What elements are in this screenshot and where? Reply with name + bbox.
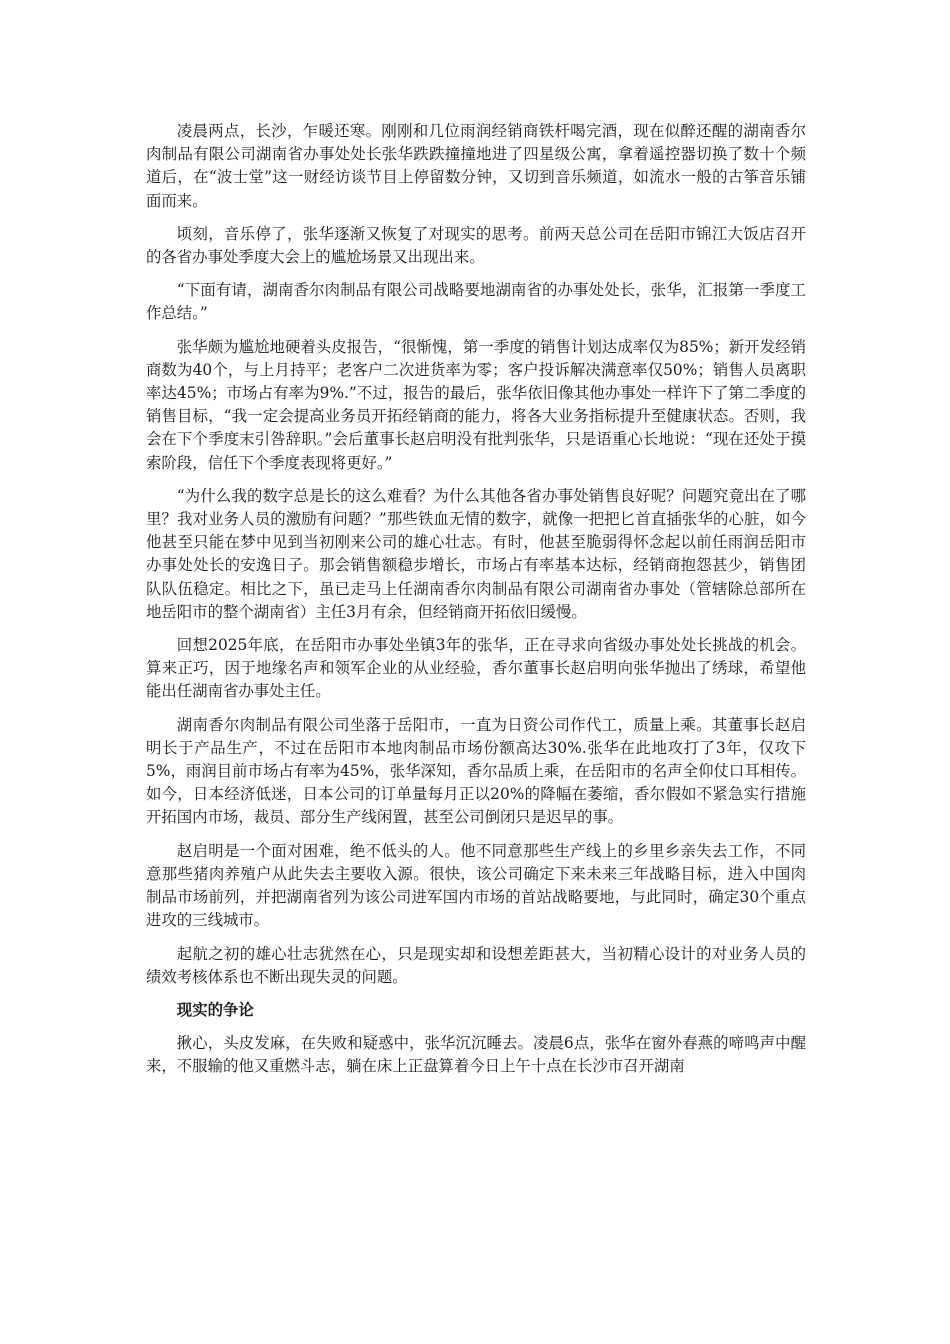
paragraph-6: 回想2025年底，在岳阳市办事处坐镇3年的张华，正在寻求向省级办事处处长挑战的机会。算来正巧，因于地缘名声和领军企业的从业经验，香尔董事长赵启明向张华抛出了绣球，希望他能出任湖南省办事处主任。 [146,636,806,701]
paragraph-5: “为什么我的数字总是长的这么难看？为什么其他各省办事处销售良好呢？问题究竟出在了哪里？我对业务人员的激励有问题？”那些铁血无情的数字，就像一把把匕首直插张华的心脏，如今他甚至只能在梦中见到当初刚来公司的雄心壮志。有时，他甚至脆弱得怀念起以前任雨润岳阳市办事处处长的安逸日子。那会销售额稳步增长，市场占有率基本达标，经销商抱怨甚少，销售团队队伍稳定。相比之下，虽已走马上任湖南香尔肉制品有限公司湖南省办事处（管辖除总部所在地岳阳市的整个湖南省）主任3月有余，但经销商开拓依旧缓慢。 [146,486,806,621]
paragraph-3: “下面有请，湖南香尔肉制品有限公司战略要地湖南省的办事处处长，张华，汇报第一季度工作总结。” [146,281,806,323]
paragraph-7: 湖南香尔肉制品有限公司坐落于岳阳市，一直为日资公司作代工，质量上乘。其董事长赵启明长于产品生产，不过在岳阳市本地肉制品市场份额高达30%.张华在此地攻打了3年，仅攻下5%，雨润目前市场占有率为45%，张华深知，香尔品质上乘，在岳阳市的名声全仰仗口耳相传。如今，日本经济低迷，日本公司的订单量每月正以20%的降幅在萎缩，香尔假如不紧急实行措施开拓国内市场，裁员、部分生产线闲置，甚至公司倒闭只是迟早的事。 [146,715,806,827]
paragraph-9: 起航之初的雄心壮志犹然在心，只是现实却和设想差距甚大，当初精心设计的对业务人员的绩效考核体系也不断出现失灵的问题。 [146,944,806,986]
paragraph-10: 揪心，头皮发麻，在失败和疑惑中，张华沉沉睡去。凌晨6点，张华在窗外春燕的啼鸣声中醒来，不服输的他又重燃斗志，躺在床上正盘算着今日上午十点在长沙市召开湖南 [146,1034,806,1076]
paragraph-8: 赵启明是一个面对困难，绝不低头的人。他不同意那些生产线上的乡里乡亲失去工作，不同意那些猪肉养殖户从此失去主要收入源。很快，该公司确定下来未来三年战略目标，进入中国肉制品市场前列，并把湖南省列为该公司进军国内市场的首站战略要地，与此同时，确定30个重点进攻的三线城市。 [146,841,806,930]
document-body [146,120,806,1089]
paragraph-2: 顷刻，音乐停了，张华逐渐又恢复了对现实的思考。前两天总公司在岳阳市锦江大饭店召开的各省办事处季度大会上的尴尬场景又出现出来。 [146,224,806,267]
paragraph-4: 张华颇为尴尬地硬着头皮报告，“很惭愧，第一季度的销售计划达成率仅为85%；新开发经销商数为40个，与上月持平；老客户二次进货率为零；客户投诉解决满意率仅50%；销售人员离职率达45%；市场占有率为9%.”不过，报告的最后，张华依旧像其他办事处一样许下了第二季度的销售目标，“我一定会提高业务员开拓经销商的能力，将各大业务指标提升至健康状态。否则，我会在下个季度末引咎辞职。”会后董事长赵启明没有批判张华，只是语重心长地说：“现在还处于摸索阶段，信任下个季度表现将更好。” [146,337,806,472]
section-heading: 现实的争论 [176,1000,254,1019]
paragraph-1: 凌晨两点，长沙，乍暖还寒。刚刚和几位雨润经销商铁杆喝完酒，现在似醉还醒的湖南香尔肉制品有限公司湖南省办事处处长张华跌跌撞撞地进了四星级公寓，拿着遥控器切换了数十个频道后，在“波士堂”这一财经访谈节目上停留数分钟，又切到音乐频道，如流水一般的古筝音乐铺面而来。 [146,122,806,210]
